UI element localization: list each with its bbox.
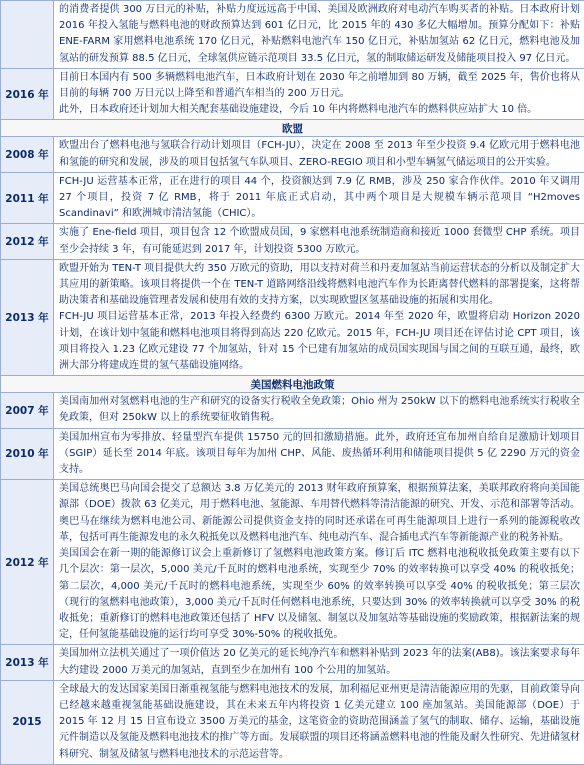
year-cell: 2012 年 [1, 480, 54, 645]
policy-paragraph: 全球最大的发达国家美国日渐重视氢能与燃料电池技术的发展，加利福尼亚州更是清洁能源应用的先驱，目前政策导向已经越来越重视氢能基础设施建设，其在未来五年内将投资 1 亿美元建立 100 座加氢站。美国能源部（DOE）于 2015 年 12 月 15 日宣布设立 3500 万美元的基金，这笔资金的资助范围涵盖了氢气的制取、储存、运输，基础设施元件制造以及氢能及燃料电池技术的推广等方面。发展联盟的项目还将涵盖燃料电池的性能及耐久性研究、先进储氢材料研究、制氢及储氢与燃料电池技术的示范运营等。 [59, 682, 580, 763]
policy-paragraph: FCH-JU 运营基本正常，正在进行的项目 44 个，投资额达到 7.9 亿 RMB，涉及 250 家合作伙伴。2010 年又调用 27 个项目，投资 7 亿 RMB，将于 2011 年底正式启动，其中两个项目是大规模车辆示范项目 “H2moves Scandinavi” 和欧洲城市清洁氢能（CHIC）。 [59, 174, 580, 223]
policy-text-cell [54, 680, 584, 764]
policy-row [1, 224, 584, 259]
policy-paragraph: 实施了 Ene-field 项目，项目包含 12 个欧盟成员国，9 家燃料电池系统制造商和接近 1000 套微型 CHP 系统。项目至少会持续 3 年，有可能延迟到 2017 年，计划投资 5300 万欧元。 [59, 225, 580, 257]
policy-row [1, 645, 584, 680]
policy-row [1, 259, 584, 375]
policy-paragraph: 美国总统奥巴马向国会提交了总额达 3.8 万亿美元的 2013 财年政府预算案，根据预算法案，美联邦政府将向美国能源部（DOE）拨款 63 亿美元，用于燃料电池、氢能源、车用替代燃料等清洁能源的研究、开发、示范和部署等活动。奥巴马在继续为燃料电池公司、新能源公司提供资金支持的同时还承诺在可再生能源项目上进行一系列的能源税收改革，包括可再生能源发电的永久税抵免以及燃料电池汽车、纯电动汽车、混合插电式汽车等新能源产业的税务补贴。 [59, 481, 580, 546]
policy-row [1, 137, 584, 172]
policy-row [1, 428, 584, 480]
policy-paragraph: 目前日本国内有 500 多辆燃料电池汽车，日本政府计划在 2030 年之前增加到 80 万辆，截至 2025 年，售价也将从目前的每辆 700 万日元以上降至和普通汽车相当的 200 万日元。 [59, 70, 580, 102]
policy-paragraph: 美国国会在新一期的能源修订议会上重新修订了氢燃料电池政策方案。修订后 ITC 燃料电池税收抵免政策主要有以下几个层次：第一层次，5,000 美元/千瓦时的燃料电池系统，实现至少 70% 的效率转换可以享受 40% 的税收抵免；第二层次，4,000 美元/千瓦时的燃料电池系统，实现至少 60% 的效率转换可以享受 40% 的税收抵免；第三层次（现行的氢燃料电池政策），3,000 美元/千瓦时任何燃料电池系统，只要达到 30% 的效率转换就可以享受 30% 的税收抵免；重新修订的燃料电池政策还包括了 HFV 以及储氢、制氢以及加氢站等基础设施的奖励政策，根据新法案的规定，任何氢能基础设施的运行均可享受 30%-50% 的税收抵免。 [59, 546, 580, 643]
section-header-row [1, 376, 584, 393]
policy-text-cell [54, 68, 584, 120]
year-cell: 2011 年 [1, 172, 54, 224]
policy-row [1, 680, 584, 764]
policy-row [1, 393, 584, 428]
year-cell: 2013 年 [1, 259, 54, 375]
policy-text-cell [54, 259, 584, 375]
year-cell [1, 1, 54, 69]
year-cell: 2008 年 [1, 137, 54, 172]
policy-table-body [1, 1, 584, 765]
policy-row [1, 172, 584, 224]
policy-paragraph: 美国加州立法机关通过了一项价值达 20 亿美元的延长纯净汽车和燃料补贴到 2023 年的法案(AB8)。该法案要求每年大约建设 2000 万美元的加氢站，直到至少在加州有 100 个公用的加氢站。 [59, 646, 580, 678]
policy-text-cell [54, 428, 584, 480]
policy-paragraph: 此外，日本政府还计划加大相关配套基础设施建设，今后 10 年内将燃料电池汽车的燃料供应站扩大 10 倍。 [59, 102, 580, 118]
policy-text-cell [54, 393, 584, 428]
year-cell: 2016 年 [1, 68, 54, 120]
policy-paragraph: 的消费者提供 300 万日元的补贴，补贴力度远远高于中国、美国及欧洲政府对电动汽车购买者的补贴。日本政府计划 2016 年投入氢能与燃料电池的财政预算达到 601 亿日元，比 2015 年的 430 多亿大幅增加。预算分配如下：补贴 ENE-FARM 家用燃料电池系统 170 亿日元，补贴燃料电池汽车 150 亿日元，补贴加氢站 62 亿日元，燃料电池及加氢站的研发预算 88.5 亿日元，全球氢供应链示范项目 33.5 亿日元，氢的制取储运研发及储能项目投入 97 亿日元。 [59, 2, 580, 67]
policy-text-cell [54, 1, 584, 69]
policy-paragraph: 美国加州宣布为零排放、轻量型汽车提供 15750 元的回扣激励措施。此外，政府还宣布加州自给自足激励计划项目（SGIP）延长至 2014 年底。该项目每年为加州 CHP、风能、废热循环利用和储能项目提供 5 亿 2290 万元的资金支持。 [59, 430, 580, 479]
year-cell: 2010 年 [1, 428, 54, 480]
section-title: 美国燃料电池政策 [1, 376, 584, 393]
section-header-row [1, 120, 584, 137]
policy-row [1, 1, 584, 69]
policy-text-cell [54, 137, 584, 172]
policy-row [1, 480, 584, 645]
year-cell: 2015 [1, 680, 54, 764]
policy-text-cell [54, 645, 584, 680]
year-cell: 2013 年 [1, 645, 54, 680]
policy-text-cell [54, 224, 584, 259]
policy-text-cell [54, 172, 584, 224]
policy-row [1, 68, 584, 120]
policy-paragraph: 美国南加州对氢燃料电池的生产和研究的设备实行税收全免政策；Ohio 州为 250kW 以下的燃料电池系统实行税收全免政策，但对 250kW 以上的系统要征收销售税。 [59, 394, 580, 426]
year-cell: 2012 年 [1, 224, 54, 259]
policy-paragraph: FCH-JU 项目运营基本正常，2013 年投入经费约 6300 万欧元。2014 年至 2020 年，欧盟将启动 Horizon 2020 计划，在该计划中氢能和燃料电池项目将得到高达 220 亿欧元。2015 年，FCH-JU 项目还在评估讨论 CPT 项目，该项目将投入 1.23 亿欧元建设 77 个加氢站，针对 15 个已建有加氢站的成员国实现国与国之间的互联互通，最终，欧洲大部分将建成连贯的氢气基础设施网络。 [59, 309, 580, 374]
year-cell: 2007 年 [1, 393, 54, 428]
policy-text-cell [54, 480, 584, 645]
policy-paragraph: 欧盟开始为 TEN-T 项目提供大约 350 万欧元的资助，用以支持对荷兰和丹麦加氢站当前运营状态的分析以及制定扩大其应用的新策略。该项目将提供一个在 TEN-T 道路网络沿线将燃料电池汽车作为长距离替代燃料的部署提案，这将帮助决策者和基础设施管理者发展和使用有效的支持方案，以实现欧盟区氢基础设施的拓展和实用化。 [59, 261, 580, 310]
policy-paragraph: 欧盟出台了燃料电池与氢联合行动计划项目（FCH-JU），决定在 2008 至 2013 年至少投资 9.4 亿欧元用于燃料电池和氢能的研究和发展，涉及的项目包括氢气车队项目、ZERO-REGIO 项目和小型车辆氢气储运项目的公开实验。 [59, 138, 580, 170]
section-title: 欧盟 [1, 120, 584, 137]
